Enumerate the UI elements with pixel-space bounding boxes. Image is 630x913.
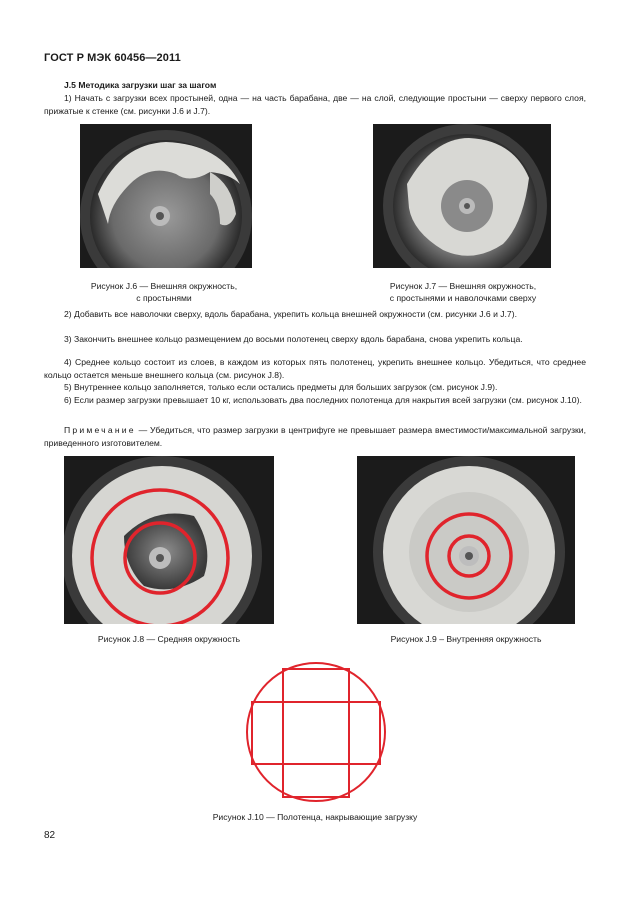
paragraph-5: 5) Внутреннее кольцо заполняется, только если остались предметы для больших загрузок (см. рисунок J.9).: [64, 382, 498, 392]
figure-j8-caption: Рисунок J.8 — Средняя окружность: [97, 634, 241, 644]
figure-j8-photo: [64, 456, 274, 624]
towel-vertical: [283, 669, 349, 797]
figure-j10-diagram: [244, 660, 388, 804]
figure-j7-photo: [373, 124, 551, 268]
paragraph-6: 6) Если размер загрузки превышает 10 кг, использовать два последних полотенца для накрытия всей загрузки (см. рисунок J.10).: [64, 395, 582, 405]
drum-outline: [247, 663, 385, 801]
paragraph-2: 2) Добавить все наволочки сверху, вдоль барабана, укрепить кольца внешней окружности (см. рисунки J.6 и J.7).: [64, 309, 517, 319]
page-number: 82: [44, 830, 56, 841]
figure-j6-caption-line1: Рисунок J.6 — Внешняя окружность,: [90, 281, 238, 291]
figure-j9-photo: [357, 456, 575, 624]
figure-j9-caption: Рисунок J.9 – Внутренняя окружность: [390, 634, 542, 644]
section-title: J.5 Методика загрузки шаг за шагом: [64, 80, 217, 90]
figure-j7-caption: [358, 280, 568, 304]
paragraph-4: 4) Среднее кольцо состоит из слоев, в каждом из которых пять полотенец, укрепить внешнее кольцо. Убедиться, что среднее кольцо остается меньше внешнего кольца (см. рисунок J.8).: [44, 357, 586, 380]
figure-j6-caption-line2: с простынями: [136, 293, 192, 303]
paragraph-1: 1) Начать с загрузки всех простыней, одна — на часть барабана, две — на слой, следующие простыни — сверху первого слоя, прижатые к стенке (см. рисунки J.6 и J.7).: [44, 93, 586, 116]
figure-j7-caption-line2: с простынями и наволочками сверху: [389, 293, 537, 303]
towel-horizontal: [252, 702, 380, 764]
document-header: ГОСТ Р МЭК 60456—2011: [44, 52, 181, 64]
figure-j10-caption: Рисунок J.10 — Полотенца, накрывающие загрузку: [212, 812, 418, 822]
note-label: Примечание: [64, 425, 136, 435]
paragraph-3: 3) Закончить внешнее кольцо размещением до восьми полотенец сверху вдоль барабана, снова укрепить кольца.: [64, 334, 523, 344]
figure-j7-caption-line1: Рисунок J.7 — Внешняя окружность,: [389, 281, 537, 291]
figure-j6-caption: [64, 280, 264, 304]
figure-j6-photo: [80, 124, 252, 268]
note: [44, 424, 586, 449]
note-text: — Убедиться, что размер загрузки в центрифуге не превышает размера вместимости/максимальной загрузки, приведенного изготовителем.: [44, 425, 586, 448]
